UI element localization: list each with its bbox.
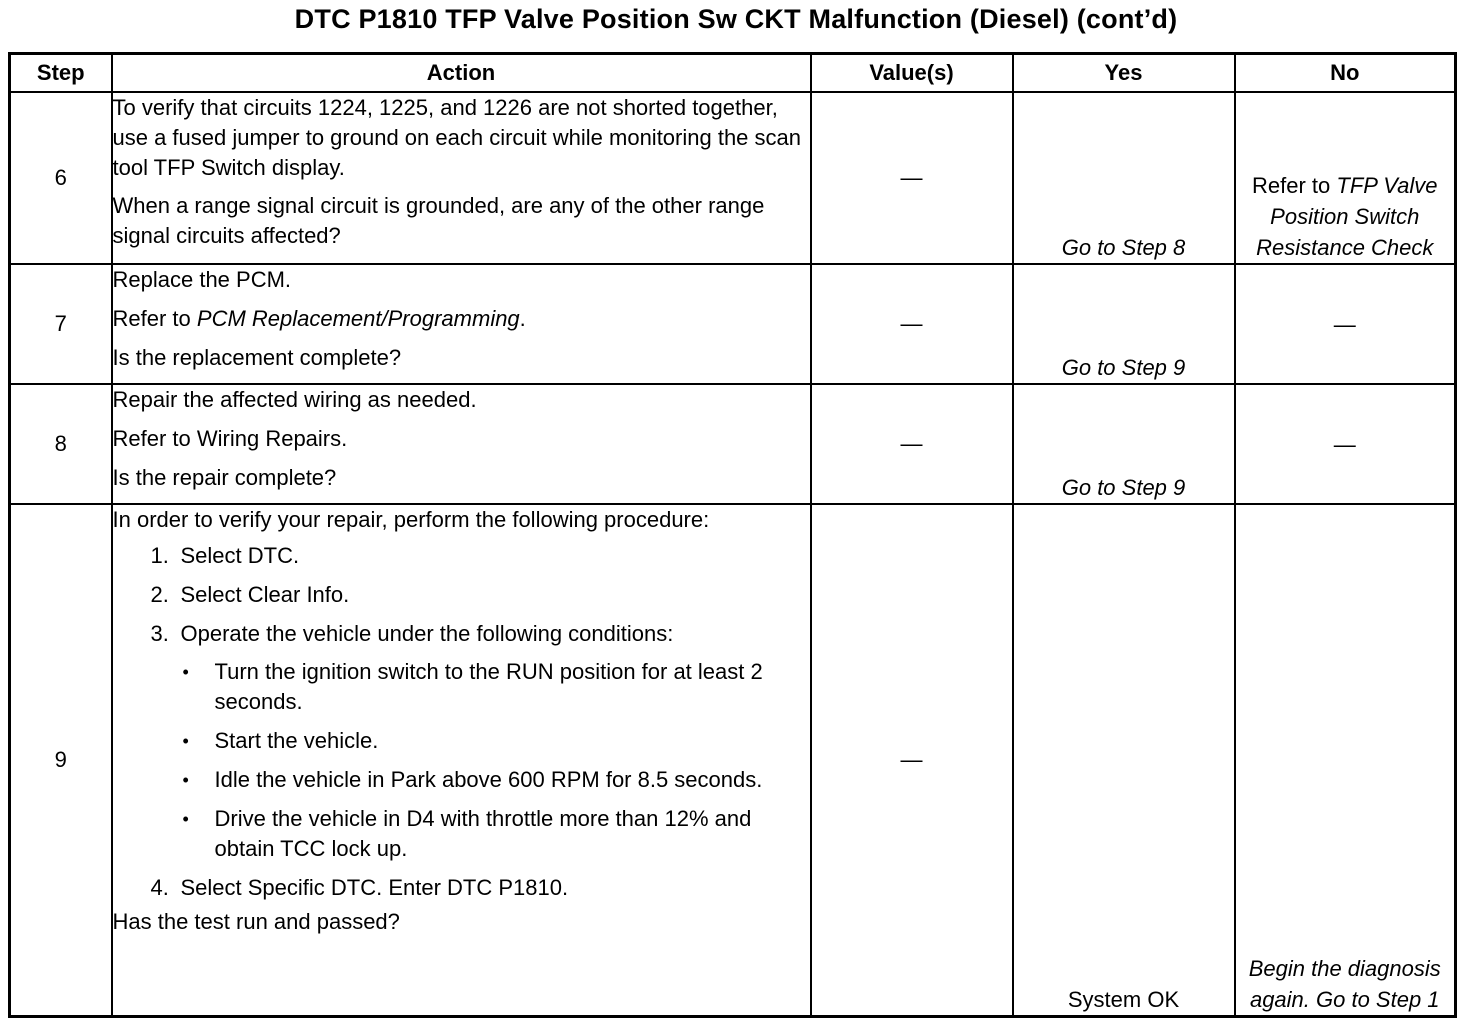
action-refer: Refer to PCM Replacement/Programming.	[112, 306, 526, 331]
header-no: No	[1235, 54, 1456, 93]
action-question: Is the repair complete?	[112, 465, 337, 490]
table-row	[10, 264, 1456, 384]
yes-cell	[1013, 92, 1235, 264]
no-cell	[1235, 504, 1456, 1017]
table-row	[10, 384, 1456, 504]
list-item: 1. Select DTC.	[150, 543, 300, 568]
yes-cell	[1013, 504, 1235, 1017]
diagnostic-table	[8, 52, 1457, 1018]
step-number: 8	[10, 384, 112, 504]
action-refer-link[interactable]: PCM Replacement/Programming	[196, 306, 520, 331]
no-refer-link[interactable]: TFP Valve Position Switch Resistance Check	[1256, 173, 1438, 260]
action-question: Is the replacement complete?	[112, 345, 402, 370]
table-row	[10, 92, 1456, 264]
yes-goto-link[interactable]: Go to Step 9	[1061, 355, 1186, 380]
action-cell	[112, 92, 811, 264]
no-goto-link[interactable]: Begin the diagnosis again. Go to Step 1	[1248, 956, 1441, 1012]
step-number: 6	[10, 92, 112, 264]
no-cell: —	[1235, 264, 1456, 384]
procedure-list	[113, 541, 810, 903]
header-action: Action	[112, 54, 811, 93]
table-row	[10, 504, 1456, 1017]
yes-goto-link[interactable]: Go to Step 8	[1061, 235, 1186, 260]
value-cell: —	[811, 384, 1013, 504]
list-item: 2. Select Clear Info.	[150, 582, 350, 607]
value-cell: —	[811, 504, 1013, 1017]
condition-item: • Turn the ignition switch to the RUN position for at least 2 seconds.	[182, 659, 763, 714]
action-refer: Refer to Wiring Repairs.	[112, 426, 348, 451]
action-text: Repair the affected wiring as needed.	[112, 387, 477, 412]
action-refer-prefix: Refer to	[112, 306, 191, 331]
list-item: 3. Operate the vehicle under the following conditions: • Turn the ignition switch to the RUN position for at least 2 seconds. • Start the vehicle. • Idle the vehicle in Park above 600 RPM for 8.5 seconds. • Drive the vehicle in D4 with throttle more than 12% and obtain TCC lock up.	[151, 619, 810, 864]
action-text: Replace the PCM.	[112, 267, 292, 292]
header-row	[10, 54, 1456, 93]
header-yes: Yes	[1013, 54, 1235, 93]
value-cell: —	[811, 92, 1013, 264]
page-title: DTC P1810 TFP Valve Position Sw CKT Malfunction (Diesel) (cont’d)	[294, 4, 1178, 34]
no-cell	[1235, 92, 1456, 264]
action-cell	[112, 504, 811, 1017]
no-cell: —	[1235, 384, 1456, 504]
no-refer-prefix: Refer to	[1252, 173, 1331, 198]
action-text: To verify that circuits 1224, 1225, and 1226 are not shorted together, use a fused jumper to ground on each circuit while monitoring the scan tool TFP Switch display.	[112, 95, 801, 180]
action-question: When a range signal circuit is grounded, are any of the other range signal circuits affected?	[112, 193, 765, 248]
bullet-icon: •	[182, 662, 189, 682]
bullet-icon: •	[182, 809, 189, 829]
condition-item: • Drive the vehicle in D4 with throttle more than 12% and obtain TCC lock up.	[182, 806, 752, 861]
conditions-list	[181, 657, 810, 864]
action-intro: In order to verify your repair, perform the following procedure:	[112, 507, 710, 532]
action-cell	[112, 384, 811, 504]
action-question: Has the test run and passed?	[112, 909, 400, 934]
yes-cell	[1013, 384, 1235, 504]
action-cell	[112, 264, 811, 384]
condition-item: • Idle the vehicle in Park above 600 RPM for 8.5 seconds.	[183, 765, 810, 795]
bullet-icon: •	[182, 770, 189, 790]
step-number: 7	[10, 264, 112, 384]
step-number: 9	[10, 504, 112, 1017]
yes-result: System OK	[1067, 987, 1180, 1012]
header-step: Step	[10, 54, 112, 93]
header-values: Value(s)	[811, 54, 1013, 93]
yes-cell	[1013, 264, 1235, 384]
value-cell: —	[811, 264, 1013, 384]
list-item: 4. Select Specific DTC. Enter DTC P1810.	[150, 875, 569, 900]
yes-goto-link[interactable]: Go to Step 9	[1061, 475, 1186, 500]
bullet-icon: •	[182, 731, 189, 751]
condition-item: • Start the vehicle.	[183, 726, 810, 756]
